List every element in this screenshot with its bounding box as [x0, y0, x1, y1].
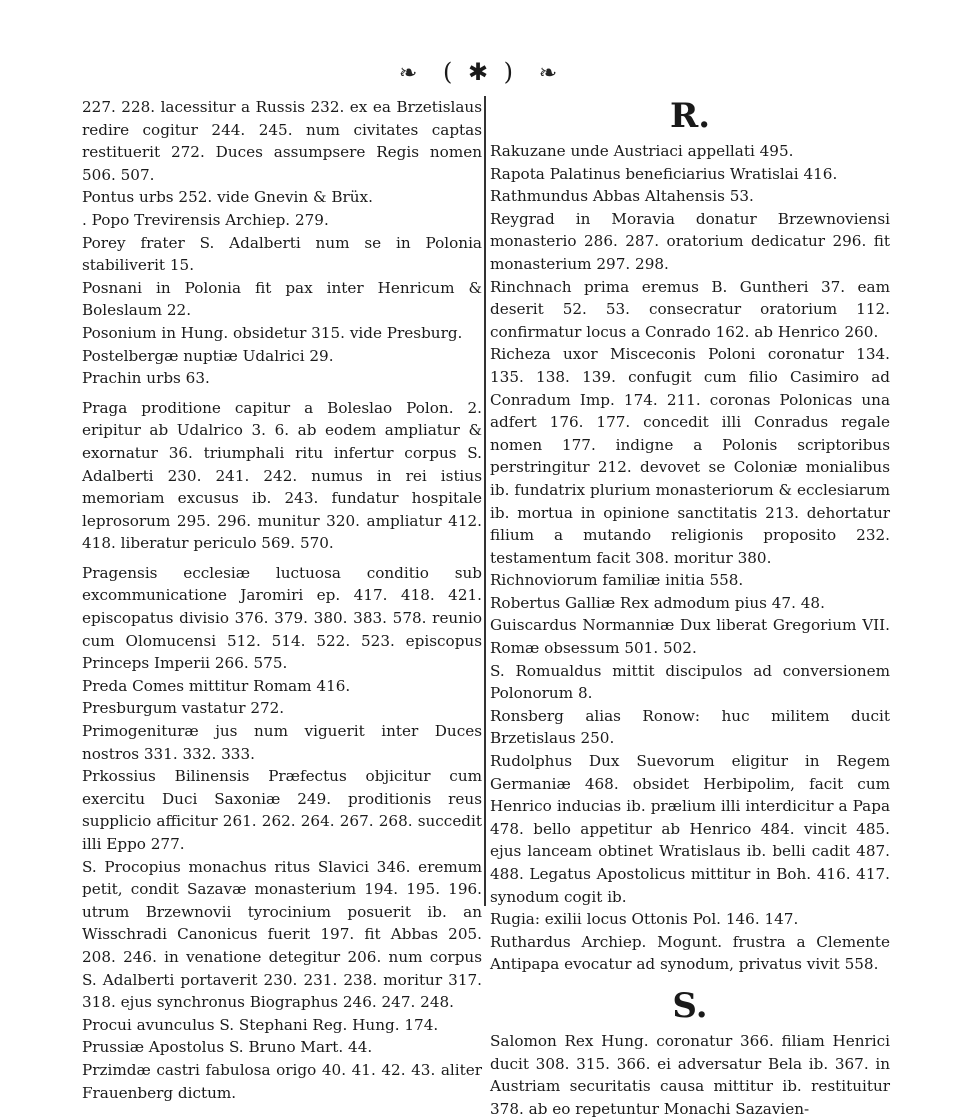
index-entry: Pragensis ecclesiæ luctuosa conditio sub excommunicatione Jaromiri ep. 417. 418. 421. episcopatus divisio 376. 379. 380. 383. 578. reunio cum Olomucensi 512. 514. 522. 523. episcopus Princeps Imperii 266. 575.: [82, 563, 482, 673]
index-entry: Procui avunculus S. Stephani Reg. Hung. 174.: [82, 1015, 439, 1034]
index-entry: Robertus Galliæ Rex admodum pius 47. 48.: [490, 593, 825, 612]
section-letter-s: S.: [672, 985, 708, 1026]
index-entry: Rakuzane unde Austriaci appellati 495.: [490, 142, 794, 160]
index-entry: Guiscardus Normanniæ Dux liberat Gregorium VII. Romæ obsessum 501. 502.: [490, 616, 890, 658]
index-entry: Richeza uxor Misceconis Poloni coronatur 134. 135. 138. 139. confugit cum filio Casimiro ad Conradum Imp. 174. 211. coronas Polonicas una adfert 176. 177. concedit illi Conradus regale nomen 177. indigne a Polonis scriptoribus perstringitur 212. devovet se Coloniæ monialibus ib. fundatrix plurium monasteriorum & ecclesiarum ib. mortua in opinione sanctitatis 213. dehortatur filium a mutando religionis proposito 232. testamentum facit 308. moritur 380.: [490, 345, 890, 567]
index-entry: 227. 228. lacessitur a Russis 232. ex ea Brzetislaus redire cogitur 244. 245. num civitates captas restituerit 272. Duces assumpsere Regis nomen 506. 507.: [82, 98, 482, 184]
index-entry: Prachin urbs 63.: [82, 369, 210, 388]
right-ornament-icon: ❧: [538, 61, 562, 86]
section-letter-r: R.: [669, 96, 711, 136]
index-entry: Przimdæ castri fabulosa origo 40. 41. 42. 43. aliter Frauenberg dictum.: [82, 1060, 482, 1102]
index-entry: Rinchnach prima eremus B. Guntheri 37. eam deserit 52. 53. consecratur oratorium 112. confirmatur locus a Conrado 162. ab Henrico 260.: [490, 277, 890, 341]
index-entry: Primogenituræ jus num viguerit inter Duces nostros 331. 332. 333.: [82, 722, 482, 763]
index-entry: Rapota Palatinus beneficiarius Wratislai 416.: [490, 164, 838, 183]
index-entry: Prussiæ Apostolus S. Bruno Mart. 44.: [82, 1038, 373, 1057]
index-entry: Presburgum vastatur 272.: [82, 699, 285, 718]
left-ornament-icon: ❧: [398, 61, 422, 86]
index-entry: Ronsberg alias Ronow: huc militem ducit Brzetislaus 250.: [490, 706, 890, 748]
index-entry: S. Romualdus mittit discipulos ad conversionem Polonorum 8.: [490, 661, 890, 703]
page-marker: ( ✱ ): [442, 58, 518, 86]
index-entry: Rugia: exilii locus Ottonis Pol. 146. 147.: [490, 910, 799, 929]
column-divider: [484, 96, 486, 906]
right-column: [490, 96, 890, 1120]
index-entry: Prkossius Bilinensis Præfectus objicitur cum exercitu Duci Saxoniæ 249. proditionis reus supplicio afficitur 261. 262. 264. 267. 268. succedit illi Eppo 277.: [82, 767, 482, 853]
index-entry: S. Procopius monachus ritus Slavici 346. eremum petit, condit Sazavæ monasterium 194. 195. 196. utrum Brzewnovii tyrocinium posuerit ib. an Wisschradi Canonicus fuerit 197. fit Abbas 205. 208. 246. in venatione detegitur 206. num corpus S. Adalberti portaverit 230. 231. 238. moritur 317. 318. ejus synchronus Biographus 246. 247. 248.: [82, 857, 482, 1012]
index-entry: Reygrad in Moravia donatur Brzewnoviensi monasterio 286. 287. oratorium dedicatur 296. fit monasterium 297. 298.: [490, 209, 890, 273]
index-entry: Porey frater S. Adalberti num se in Polonia stabiliverit 15.: [82, 233, 482, 275]
index-entry: . Popo Trevirensis Archiep. 279.: [82, 210, 329, 229]
index-entry: Pontus urbs 252. vide Gnevin & Brüx.: [82, 188, 373, 207]
left-column: [82, 96, 482, 1104]
index-entry: Posonium in Hung. obsidetur 315. vide Presburg.: [82, 323, 463, 342]
index-entry: Rathmundus Abbas Altahensis 53.: [490, 187, 754, 206]
index-entry: Ruthardus Archiep. Mogunt. frustra a Clemente Antipapa evocatur ad synodum, privatus vivit 558.: [490, 932, 890, 974]
section-r-entries: [490, 140, 890, 976]
index-entry: Salomon Rex Hung. coronatur 366. filiam Henrici ducit 308. 315. 366. ei adversatur Bela ib. 367. in Austriam securitatis causa mittitur ib. restituitur 378. ab eo repetuntur Monachi Sazavien-: [490, 1031, 890, 1118]
index-entry: Postelbergæ nuptiæ Udalrici 29.: [82, 346, 334, 365]
index-entry: Praga proditione capitur a Boleslao Polon. 2. eripitur ab Udalrico 3. 6. ab eodem ampliatur & exornatur 36. triumphali ritu infertur corpus S. Adalberti 230. 241. 242. numus in rei istius memoriam excusus ib. 243. fundatur hospitale leprosorum 295. 296. munitur 320. ampliatur 412. 418. liberatur periculo 569. 570.: [82, 398, 482, 553]
index-entry: Richnoviorum familiæ initia 558.: [490, 571, 744, 590]
section-s-entries: [490, 1030, 890, 1120]
index-entry: Posnani in Polonia fit pax inter Henricum & Boleslaum 22.: [82, 278, 482, 320]
page-header: [0, 58, 960, 86]
index-entry: Preda Comes mittitur Romam 416.: [82, 676, 351, 695]
index-entry: Rudolphus Dux Suevorum eligitur in Regem Germaniæ 468. obsidet Herbipolim, facit cum Henrico inducias ib. prælium illi interdicitur a Papa 478. bello appetitur ab Henrico 484. vincit 485. ejus lanceam obtinet Wratislaus ib. belli cadit 487. 488. Legatus Apostolicus mittitur in Boh. 416. 417. synodum cogit ib.: [490, 752, 890, 906]
